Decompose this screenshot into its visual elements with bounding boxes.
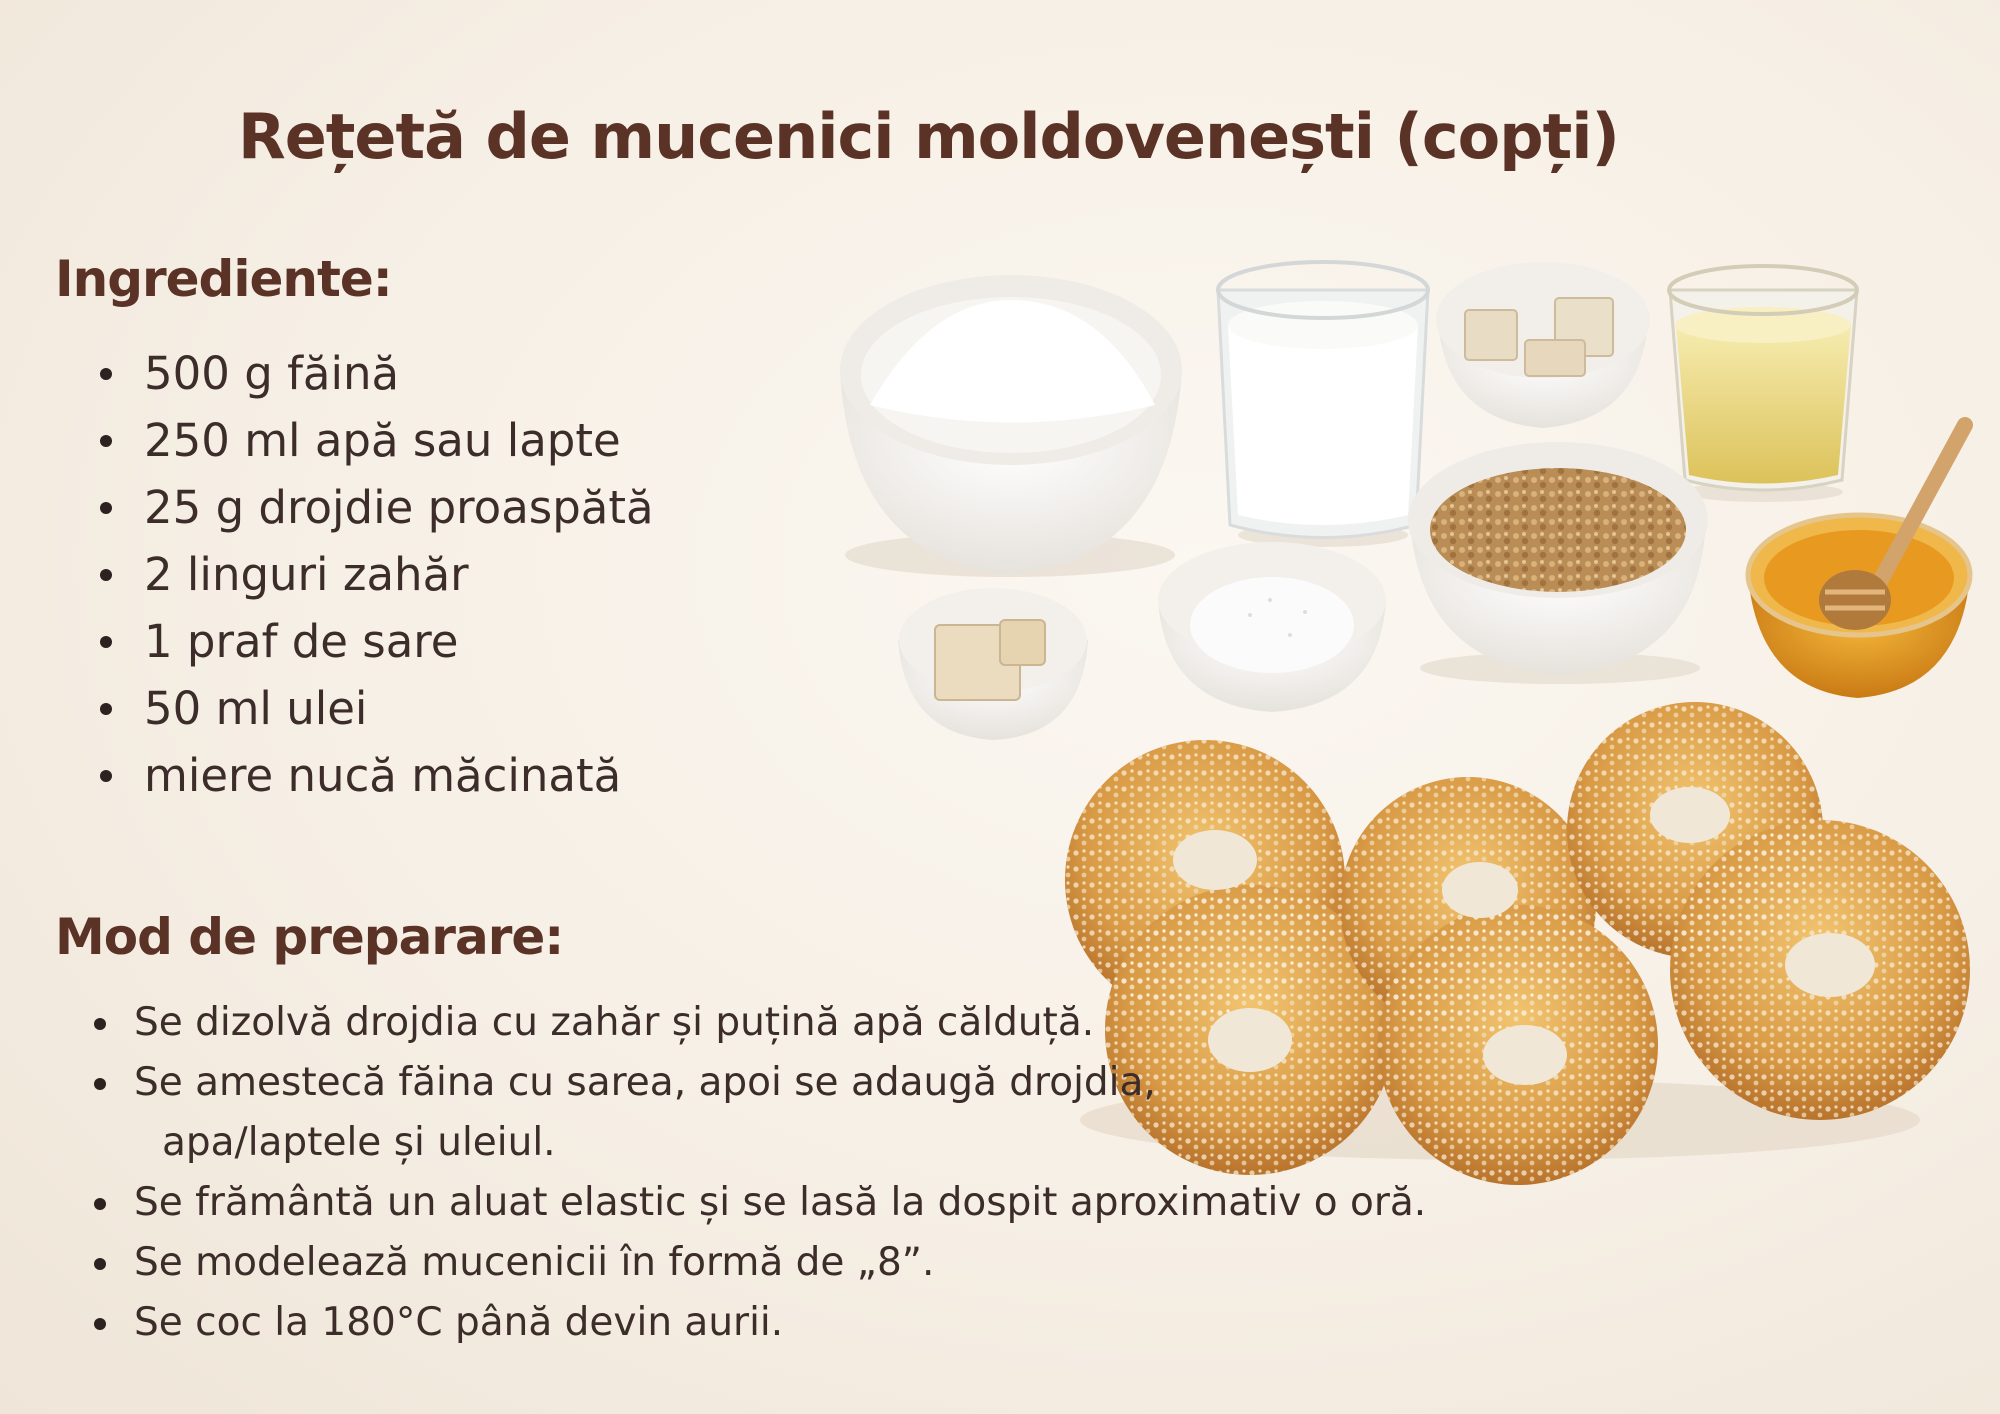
ingredient-item: 2 linguri zahăr xyxy=(100,541,654,608)
fresh-yeast-dish-icon xyxy=(898,588,1088,740)
milk-glass-icon xyxy=(1218,262,1428,547)
preparation-steps-list xyxy=(94,993,1494,1353)
step-text: Se coc la 180°C până devin aurii. xyxy=(134,1300,784,1345)
step-text: Se amestecă făina cu sarea, apoi se adaugă drojdia, xyxy=(134,1060,1156,1105)
preparation-heading: Mod de preparare: xyxy=(55,908,564,966)
step-text: Se modelează mucenicii în formă de „8”. xyxy=(134,1240,935,1285)
ingredients-heading: Ingrediente: xyxy=(55,250,392,308)
step-text-continued: apa/laptele și uleiul. xyxy=(162,1120,556,1165)
ingredient-item: 50 ml ulei xyxy=(100,675,654,742)
ingredient-item: 500 g făină xyxy=(100,340,654,407)
step-text: Se frământă un aluat elastic și se lasă la dospit aproximativ o oră. xyxy=(134,1180,1427,1225)
ingredient-item: 250 ml apă sau lapte xyxy=(100,407,654,474)
yeast-bowl-icon xyxy=(1436,262,1650,428)
ingredient-item: 1 praf de sare xyxy=(100,608,654,675)
oil-glass-icon xyxy=(1669,266,1857,502)
preparation-step xyxy=(94,1173,1494,1233)
step-text: Se dizolvă drojdia cu zahăr și puțină apă călduță. xyxy=(134,1000,1095,1045)
preparation-step xyxy=(94,1293,1494,1353)
page-title: Rețetă de mucenici moldovenești (copți) xyxy=(238,100,1619,173)
salt-dish-icon xyxy=(1158,542,1386,712)
ingredient-item: 25 g drojdie proaspătă xyxy=(100,474,654,541)
preparation-step xyxy=(94,1233,1494,1293)
ground-walnuts-bowl-icon xyxy=(1408,442,1708,684)
preparation-step xyxy=(94,1053,1494,1173)
ingredients-list xyxy=(100,340,654,809)
flour-bowl-icon xyxy=(840,275,1182,577)
ingredient-item: miere nucă măcinată xyxy=(100,742,654,809)
preparation-step xyxy=(94,993,1494,1053)
